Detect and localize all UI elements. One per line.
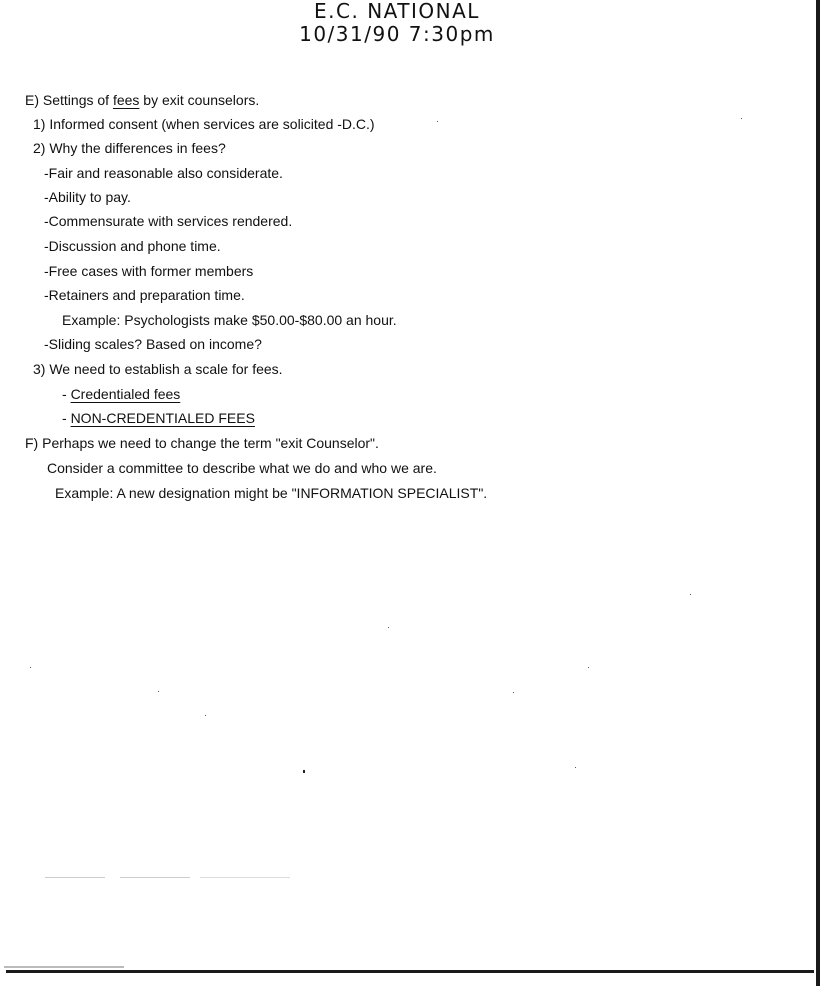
list-item: -Commensurate with services rendered. [44,213,293,229]
scan-speck [303,770,305,773]
section-e-heading: E) Settings of fees by exit counselors. [25,92,260,108]
scan-speck [200,877,290,878]
example-psychologists: Example: Psychologists make $50.00-$80.00 an hour. [62,312,397,328]
credentialed-fees: Credentialed fees [70,386,181,402]
fees-underlined: fees [112,92,140,108]
scan-speck [437,121,438,122]
scan-speck [45,877,105,878]
list-item: -Fair and reasonable also considerate. [44,165,283,181]
non-credentialed-fees: NON-CREDENTIALED FEES [70,410,255,426]
scan-speck [575,767,576,768]
list-item: -Discussion and phone time. [44,238,221,254]
list-item: -Free cases with former members [44,263,254,279]
list-item: -Ability to pay. [44,189,131,205]
scan-speck [120,877,190,878]
item-why-differences: 2) Why the differences in fees? [33,140,226,156]
example-information-specialist: Example: A new designation might be "INFORMATION SPECIALIST". [55,485,488,501]
page-right-border [816,0,820,986]
list-item-sliding-scales: -Sliding scales? Based on income? [44,336,262,352]
scan-speck [158,691,159,692]
scan-speck [205,715,206,716]
scan-speck [513,692,514,693]
scan-speck [30,667,31,668]
page-bottom-border [6,970,814,973]
non-credentialed-fees-line: - NON-CREDENTIALED FEES [62,410,255,426]
scan-speck [588,667,589,668]
list-item: -Retainers and preparation time. [44,287,245,303]
credentialed-fees-line: - Credentialed fees [62,386,181,402]
item-establish-scale: 3) We need to establish a scale for fees. [33,361,283,377]
document-title: E.C. NATIONAL [314,0,480,23]
meeting-datetime: 10/31/90 7:30pm [299,22,495,46]
scan-speck [741,118,742,119]
item-informed-consent: 1) Informed consent (when services are solicited -D.C.) [33,116,375,132]
scan-speck [690,594,691,595]
consider-committee: Consider a committee to describe what we do and who we are. [47,460,437,476]
scan-speck [388,627,389,628]
scan-speck [4,966,124,968]
section-f-heading: F) Perhaps we need to change the term "exit Counselor". [25,435,379,451]
